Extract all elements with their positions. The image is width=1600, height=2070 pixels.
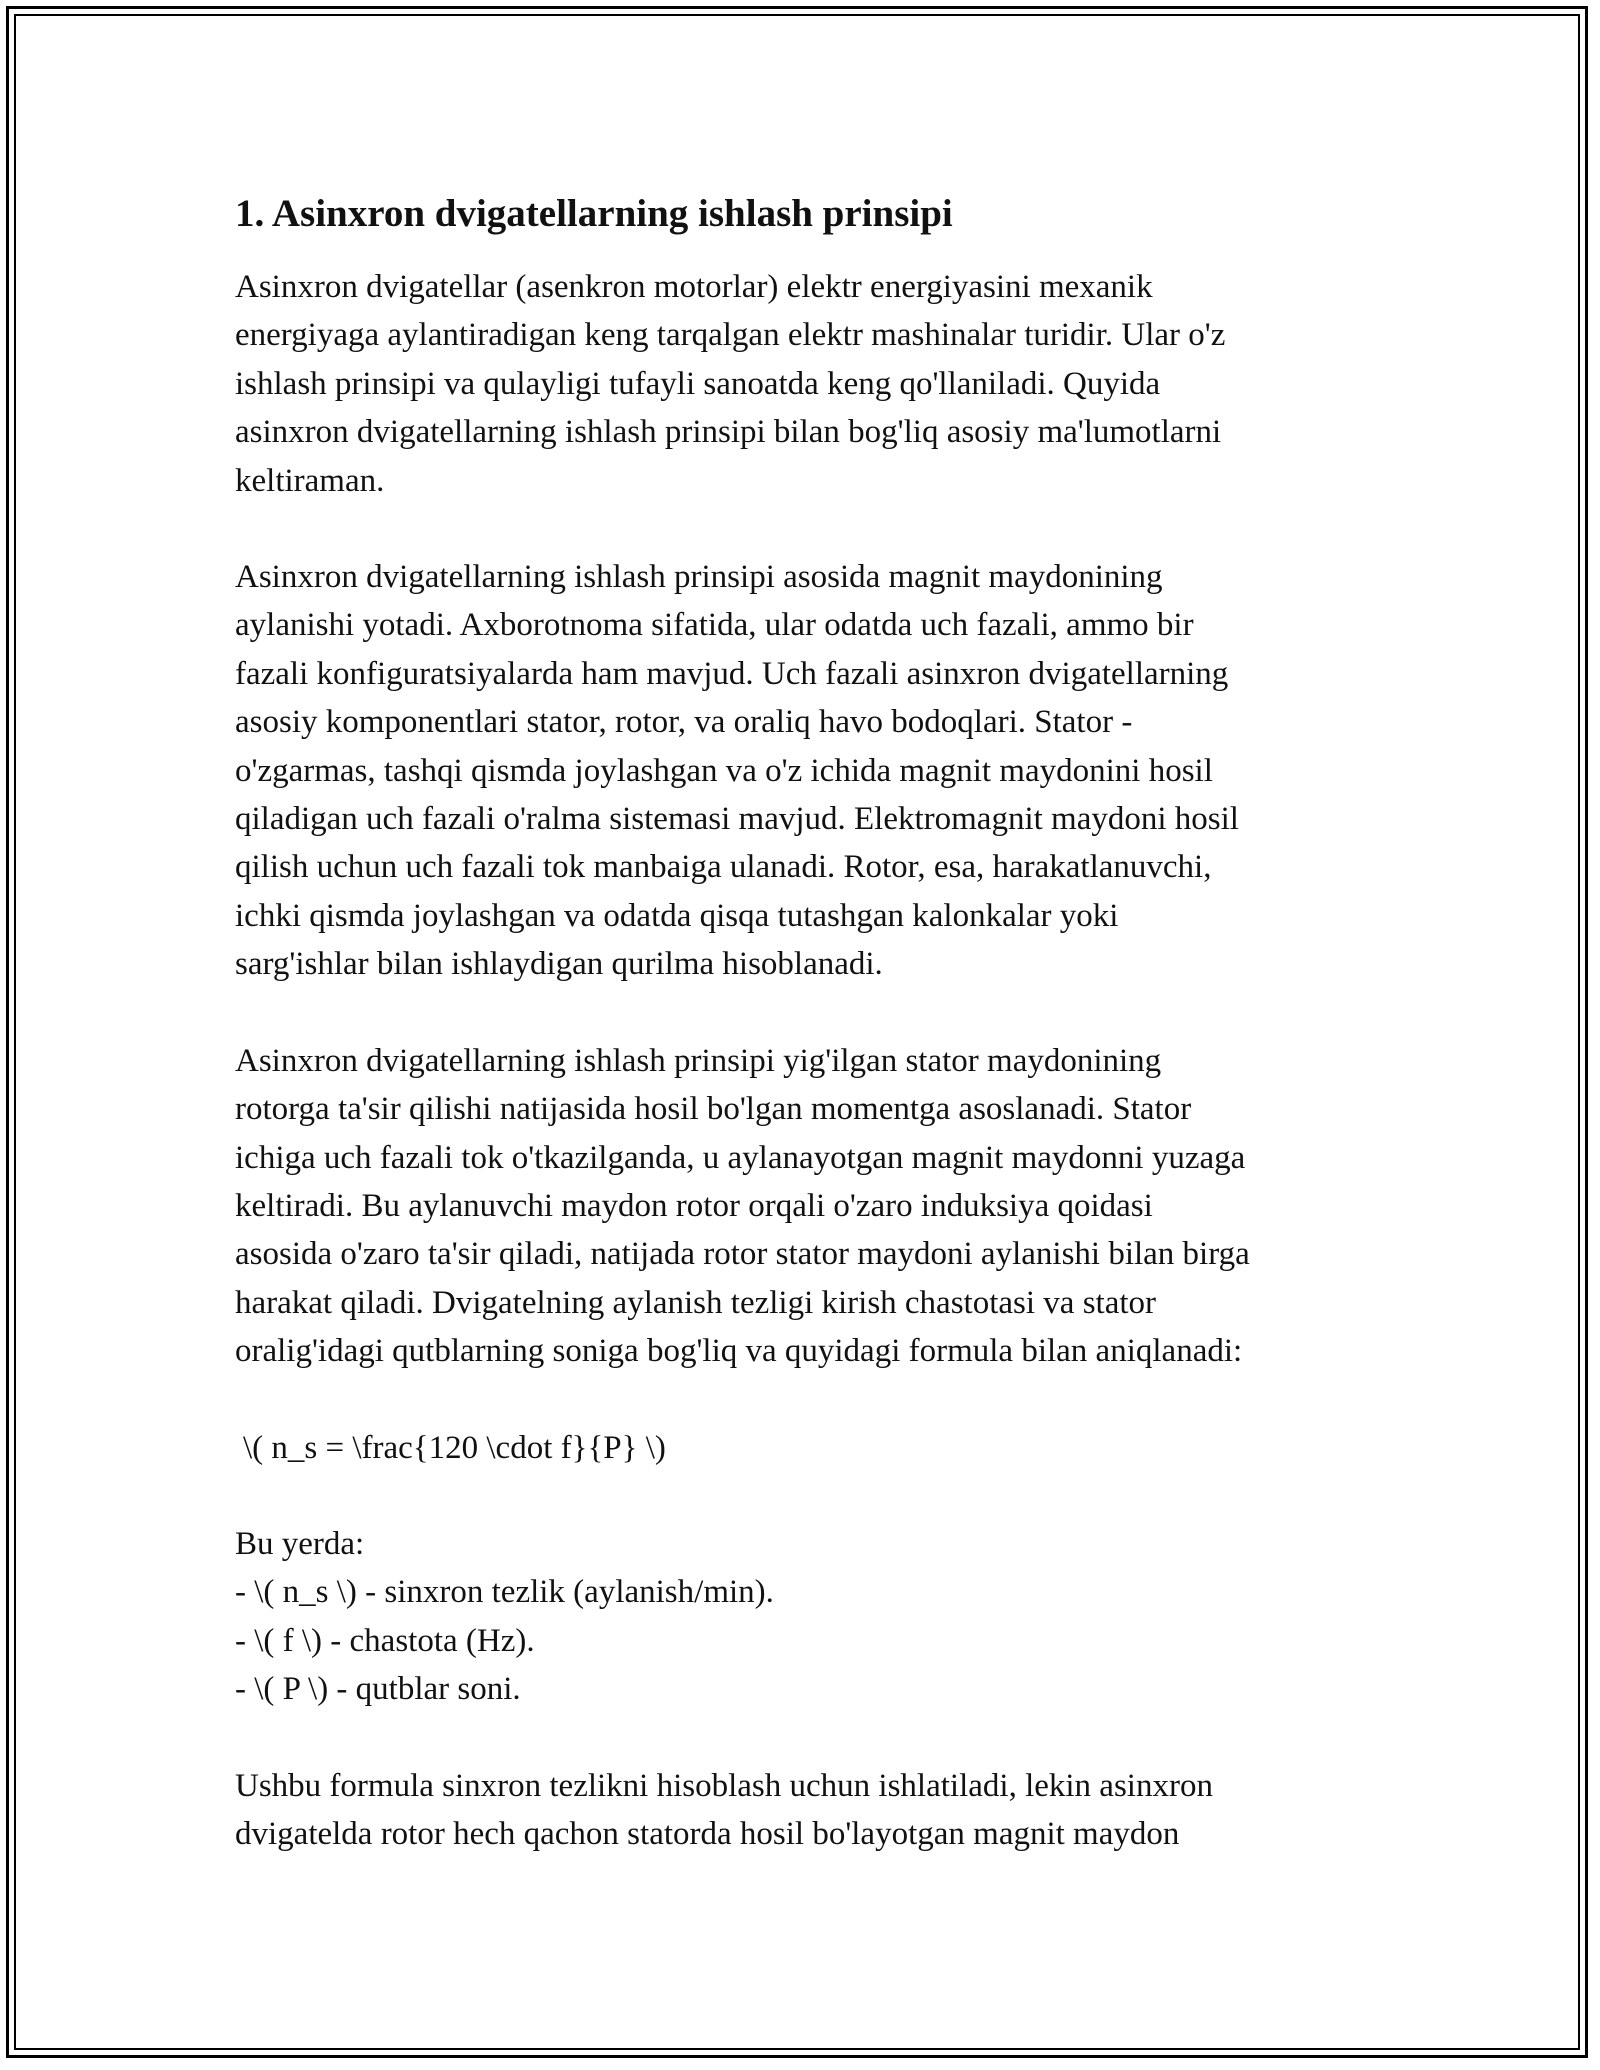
variable-item-ns: - \( n_s \) - sinxron tezlik (aylanish/min). <box>235 1574 774 1611</box>
paragraph-closing: Ushbu formula sinxron tezlikni hisoblash uchun ishlatiladi, lekin asinxron dvigatelda rotor hech qachon statorda hosil bo'layotgan magnit maydon <box>235 1767 1213 1852</box>
section-heading: 1. Asinxron dvigatellarning ishlash prinsipi <box>235 192 953 235</box>
paragraph-principle: Asinxron dvigatellarning ishlash prinsipi yig'ilgan stator maydonining rotorga ta'sir qilishi natijasida hosil bo'lgan momentga asoslanadi. Stator ichiga uch fazali tok o'tkazilganda, u aylanayotgan magnit maydonni yuzaga keltiradi. Bu aylanuvchi maydon rotor orqali o'zaro induksiya qoidasi asosida o'zaro ta'sir qiladi, natijada rotor stator maydoni aylanishi bilan birga harakat qiladi. Dvigatelning aylanish tezligi kirish chastotasi va stator oralig'idagi qutblarning soniga bog'liq va quyidagi formula bilan aniqlanadi: <box>235 1042 1250 1370</box>
paragraph-intro: Asinxron dvigatellar (asenkron motorlar) elektr energiyasini mexanik energiyaga aylantiradigan keng tarqalgan elektr mashinalar turidir. Ular o'z ishlash prinsipi va qulayligi tufayli sanoatda keng qo'llaniladi. Quyida asinxron dvigatellarning ishlash prinsipi bilan bog'liq asosiy ma'lumotlarni keltiraman. <box>235 269 1226 499</box>
formula-variables-list <box>235 1520 1385 1714</box>
synchronous-speed-formula: \( n_s = \frac{120 \cdot f}{P} \) <box>243 1429 666 1466</box>
paragraph-components: Asinxron dvigatellarning ishlash prinsipi asosida magnit maydonining aylanishi yotadi. Axborotnoma sifatida, ular odatda uch fazali, ammo bir fazali konfiguratsiyalarda ham mavjud. Uch fazali asinxron dvigatellarning asosiy komponentlari stator, rotor, va oraliq havo bodoqlari. Stator - o'zgarmas, tashqi qismda joylashgan va o'z ichida magnit maydonini hosil qiladigan uch fazali o'ralma sistemasi mavjud. Elektromagnit maydoni hosil qilish uchun uch fazali tok manbaiga ulanadi. Rotor, esa, harakatlanuvchi, ichki qismda joylashgan va odatda qisqa tutashgan kalonkalar yoki sarg'ishlar bilan ishlaydigan qurilma hisoblanadi. <box>235 559 1239 983</box>
variable-item-f: - \( f \) - chastota (Hz). <box>235 1622 535 1659</box>
variables-intro: Bu yerda: <box>235 1525 365 1562</box>
document-content <box>235 186 1385 1906</box>
variable-item-p: - \( P \) - qutblar soni. <box>235 1671 521 1708</box>
